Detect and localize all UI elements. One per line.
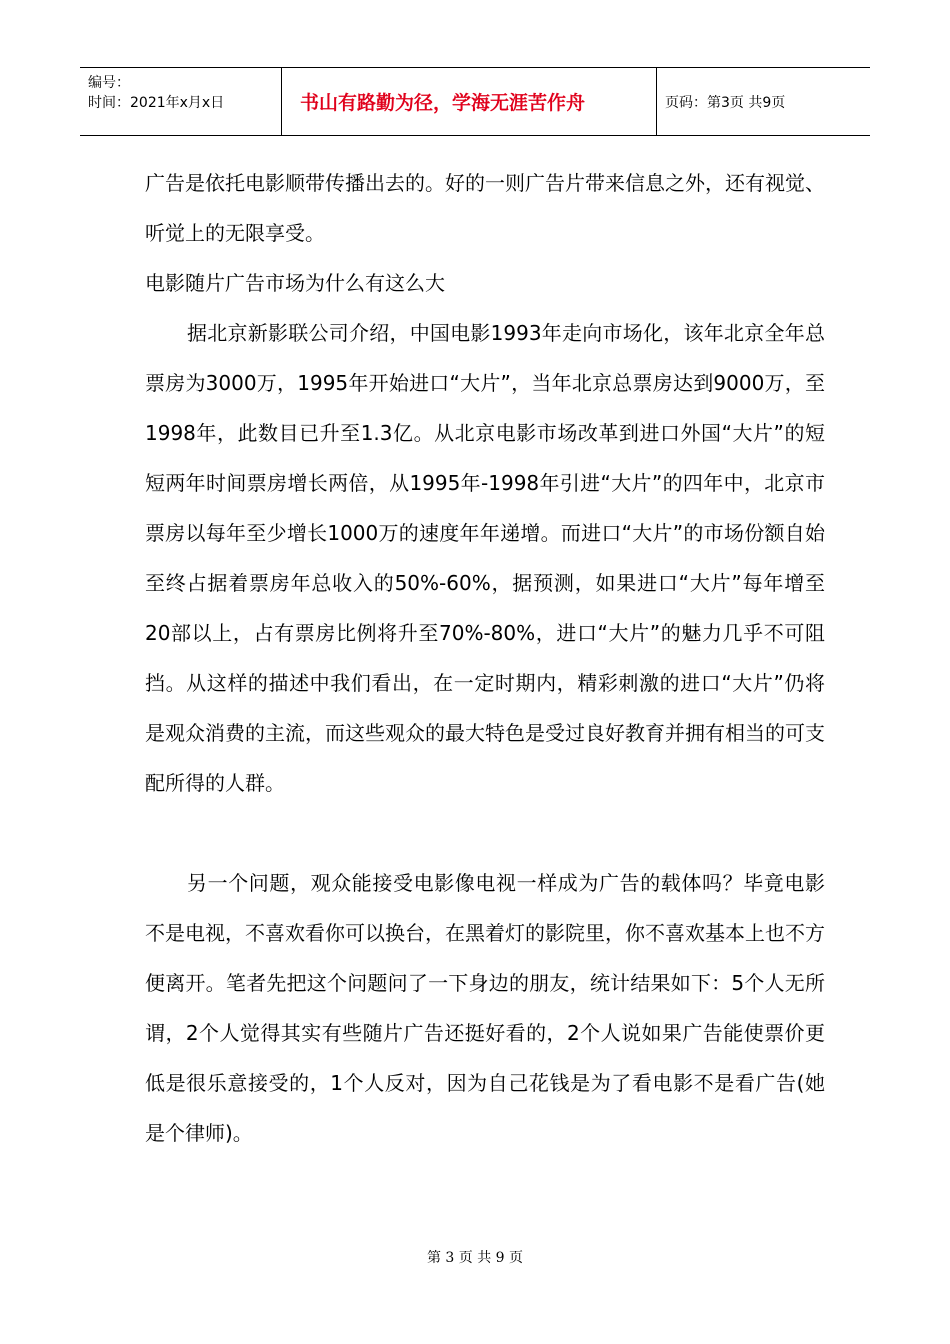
header-meta-cell: [80, 68, 282, 135]
section-heading: 电影随片广告市场为什么有这么大: [145, 271, 445, 295]
document-header: [80, 67, 870, 136]
document-date-label: 时间：2021年x月x日: [88, 95, 225, 111]
document-number-label: 编号：: [88, 75, 130, 91]
paragraph-spacer: [145, 808, 825, 858]
paragraph-audience-survey: 另一个问题，观众能接受电影像电视一样成为广告的载体吗？毕竟电影不是电视，不喜欢看你可以换台，在黑着灯的影院里，你不喜欢基本上也不方便离开。笔者先把这个问题问了一下身边的朋友，统计结果如下：5个人无所谓，2个人觉得其实有些随片广告还挺好看的，2个人说如果广告能使票价更低是很乐意接受的，1个人反对，因为自己花钱是为了看电影不是看广告(她是个律师)。: [145, 871, 825, 1145]
paragraph-box-office: 据北京新影联公司介绍，中国电影1993年走向市场化，该年北京全年总票房为3000万，1995年开始进口“大片”，当年北京总票房达到9000万，至1998年，此数目已升至1.3亿。从北京电影市场改革到进口外国“大片”的短短两年时间票房增长两倍，从1995年-1998年引进“大片”的四年中，北京市票房以每年至少增长1000万的速度年年递增。而进口“大片”的市场份额自始至终占据着票房年总收入的50%-60%，据预测，如果进口“大片”每年增至20部以上，占有票房比例将升至70%-80%，进口“大片”的魅力几乎不可阻挡。从这样的描述中我们看出，在一定时期内，精彩刺激的进口“大片”仍将是观众消费的主流，而这些观众的最大特色是受过良好教育并拥有相当的可支配所得的人群。: [145, 321, 825, 795]
header-motto: 书山有路勤为径，学海无涯苦作舟: [282, 68, 657, 135]
document-body: [145, 158, 825, 1158]
header-page-info: 页码：第3页 共9页: [665, 94, 786, 111]
page-footer: 第 3 页 共 9 页: [426, 1250, 524, 1266]
paragraph-ad-intro: 广告是依托电影顺带传播出去的。好的一则广告片带来信息之外，还有视觉、听觉上的无限享受。: [145, 171, 825, 245]
